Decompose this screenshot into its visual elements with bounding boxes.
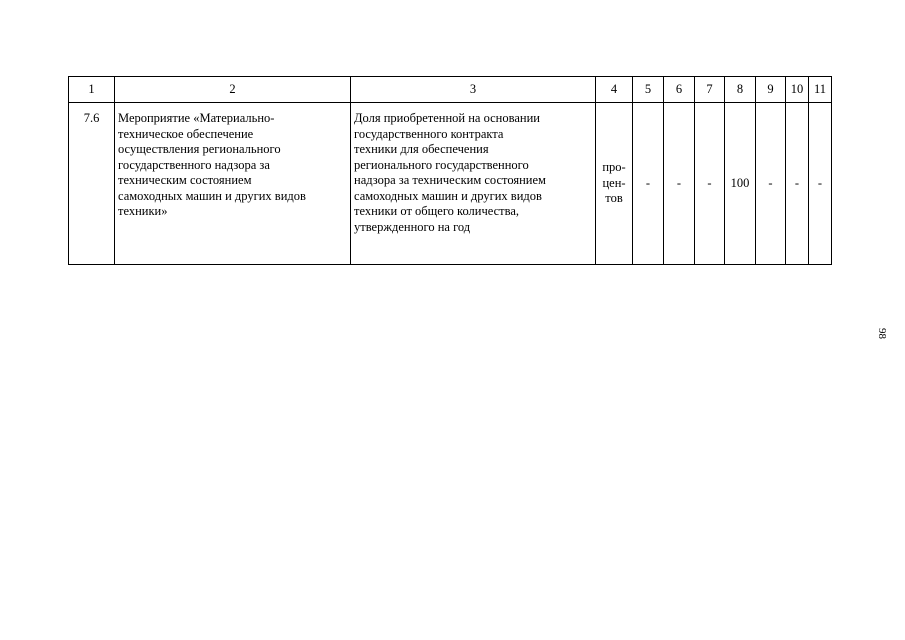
header-cell: 1: [69, 77, 115, 103]
header-cell: 3: [351, 77, 596, 103]
header-cell: 2: [115, 77, 351, 103]
event-line: самоходных машин и других видов: [118, 188, 306, 203]
indicator-line: самоходных машин и других видов: [354, 188, 542, 203]
row-number: 7.6: [69, 103, 115, 265]
table-header-row: [69, 77, 832, 103]
event-name-cell: [115, 103, 351, 265]
header-cell: 7: [695, 77, 725, 103]
event-line: техники»: [118, 204, 168, 218]
header-cell: 5: [633, 77, 664, 103]
indicator-line: надзора за техническим состоянием: [354, 173, 546, 187]
indicator-line: Доля приобретенной на основании: [354, 111, 540, 125]
header-cell: 11: [809, 77, 832, 103]
event-line: техническое обеспечение: [118, 126, 254, 141]
value-cell: -: [664, 103, 695, 265]
value-cell: -: [786, 103, 809, 265]
page-number: 98: [876, 328, 888, 339]
header-cell: 8: [725, 77, 756, 103]
event-line: осуществления регионального: [118, 142, 281, 156]
header-cell: 4: [596, 77, 633, 103]
event-line: Мероприятие «Материально-: [118, 111, 275, 125]
unit-line: тов: [605, 191, 623, 206]
value-cell: -: [756, 103, 786, 265]
header-cell: 10: [786, 77, 809, 103]
unit-line: цен-: [602, 175, 626, 190]
header-cell: 9: [756, 77, 786, 103]
header-cell: 6: [664, 77, 695, 103]
unit-cell: [596, 103, 633, 265]
unit-line: про-: [602, 160, 626, 175]
indicator-line: техники для обеспечения: [354, 142, 489, 156]
indicator-line: техники от общего количества,: [354, 204, 520, 218]
indicators-table: [68, 76, 832, 265]
value-cell: -: [633, 103, 664, 265]
event-line: государственного надзора за: [118, 157, 270, 172]
indicator-line: государственного контракта: [354, 126, 504, 141]
indicator-name-cell: [351, 103, 596, 265]
value-cell: -: [809, 103, 832, 265]
indicator-line: регионального государственного: [354, 157, 529, 172]
value-cell: 100: [725, 103, 756, 265]
indicator-line: утвержденного на год: [354, 219, 471, 234]
table-row: [69, 103, 832, 265]
value-cell: -: [695, 103, 725, 265]
event-line: техническим состоянием: [118, 173, 252, 187]
